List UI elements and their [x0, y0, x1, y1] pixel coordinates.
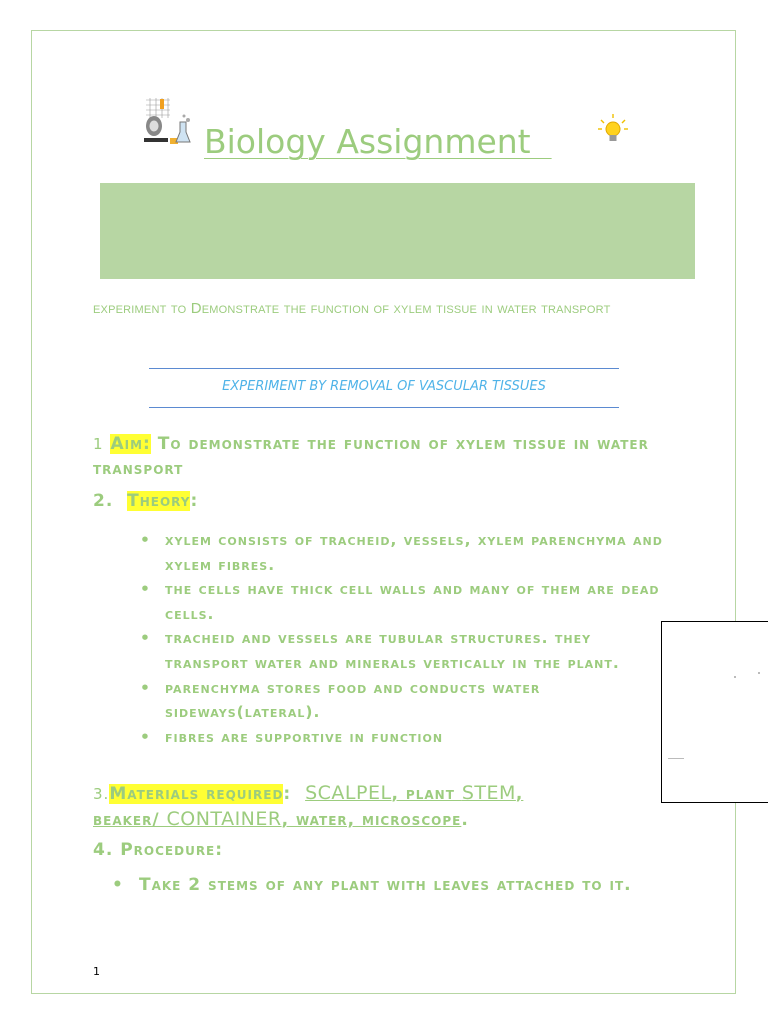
aim-number: 1 — [93, 435, 104, 453]
title-row — [140, 96, 640, 166]
procedure-list — [112, 873, 652, 898]
materials-section — [93, 781, 653, 833]
list-item: • parenchyma stores food and conducts water sideways(lateral). — [140, 676, 680, 725]
bullet-icon: • — [140, 678, 151, 697]
bullet-icon: • — [140, 629, 151, 648]
aim-section — [93, 432, 653, 482]
list-item: • fibres are supportive in function — [140, 725, 680, 750]
theory-colon: : — [190, 491, 199, 511]
bottom-rule — [149, 407, 619, 408]
materials-end: . — [461, 810, 469, 830]
bullet-icon: • — [140, 727, 151, 746]
aim-text: To demonstrate the function of xylem tissue in water transport — [93, 434, 649, 479]
materials-label: Materials required — [109, 784, 284, 804]
theory-label: Theory — [127, 491, 191, 511]
list-item: • xylem consists of tracheid, vessels, xylem parenchyma and xylem fibres. — [140, 528, 680, 577]
frame-mark — [758, 672, 760, 674]
bullet-icon: • — [140, 531, 151, 549]
list-item: • tracheid and vessels are tubular structures. they transport water and minerals vertically in the plant. — [140, 626, 680, 675]
procedure-heading: 4. Procedure: — [93, 840, 224, 860]
materials-list: SCALPEL, plant STEM, beaker/ CONTAINER, water, microscope — [93, 782, 524, 830]
theory-list — [140, 528, 680, 749]
lab-equipment-icon — [140, 96, 196, 148]
aim-label: Aim: — [110, 434, 151, 454]
light-bulb-icon — [596, 112, 630, 146]
caption: EXPERIMENT BY REMOVAL OF VASCULAR TISSUES — [222, 379, 546, 394]
materials-colon: : — [283, 784, 292, 804]
page-title: Biology Assignment — [204, 122, 552, 161]
materials-number: 3. — [93, 785, 110, 803]
theory-number: 2. — [93, 491, 114, 511]
side-frame — [661, 621, 768, 803]
frame-mark — [668, 758, 684, 759]
list-item: • Take 2 stems of any plant with leaves attached to it. — [112, 873, 652, 898]
page-number: 1 — [93, 965, 100, 978]
theory-heading — [93, 491, 198, 511]
subtitle: experiment to Demonstrate the function of xylem tissue in water transport — [93, 300, 611, 317]
list-item: • the cells have thick cell walls and many of them are dead cells. — [140, 577, 680, 626]
top-rule — [149, 368, 619, 369]
frame-mark — [734, 676, 736, 678]
bullet-icon: • — [140, 580, 151, 599]
bullet-icon: • — [112, 875, 124, 895]
green-banner — [100, 183, 695, 279]
